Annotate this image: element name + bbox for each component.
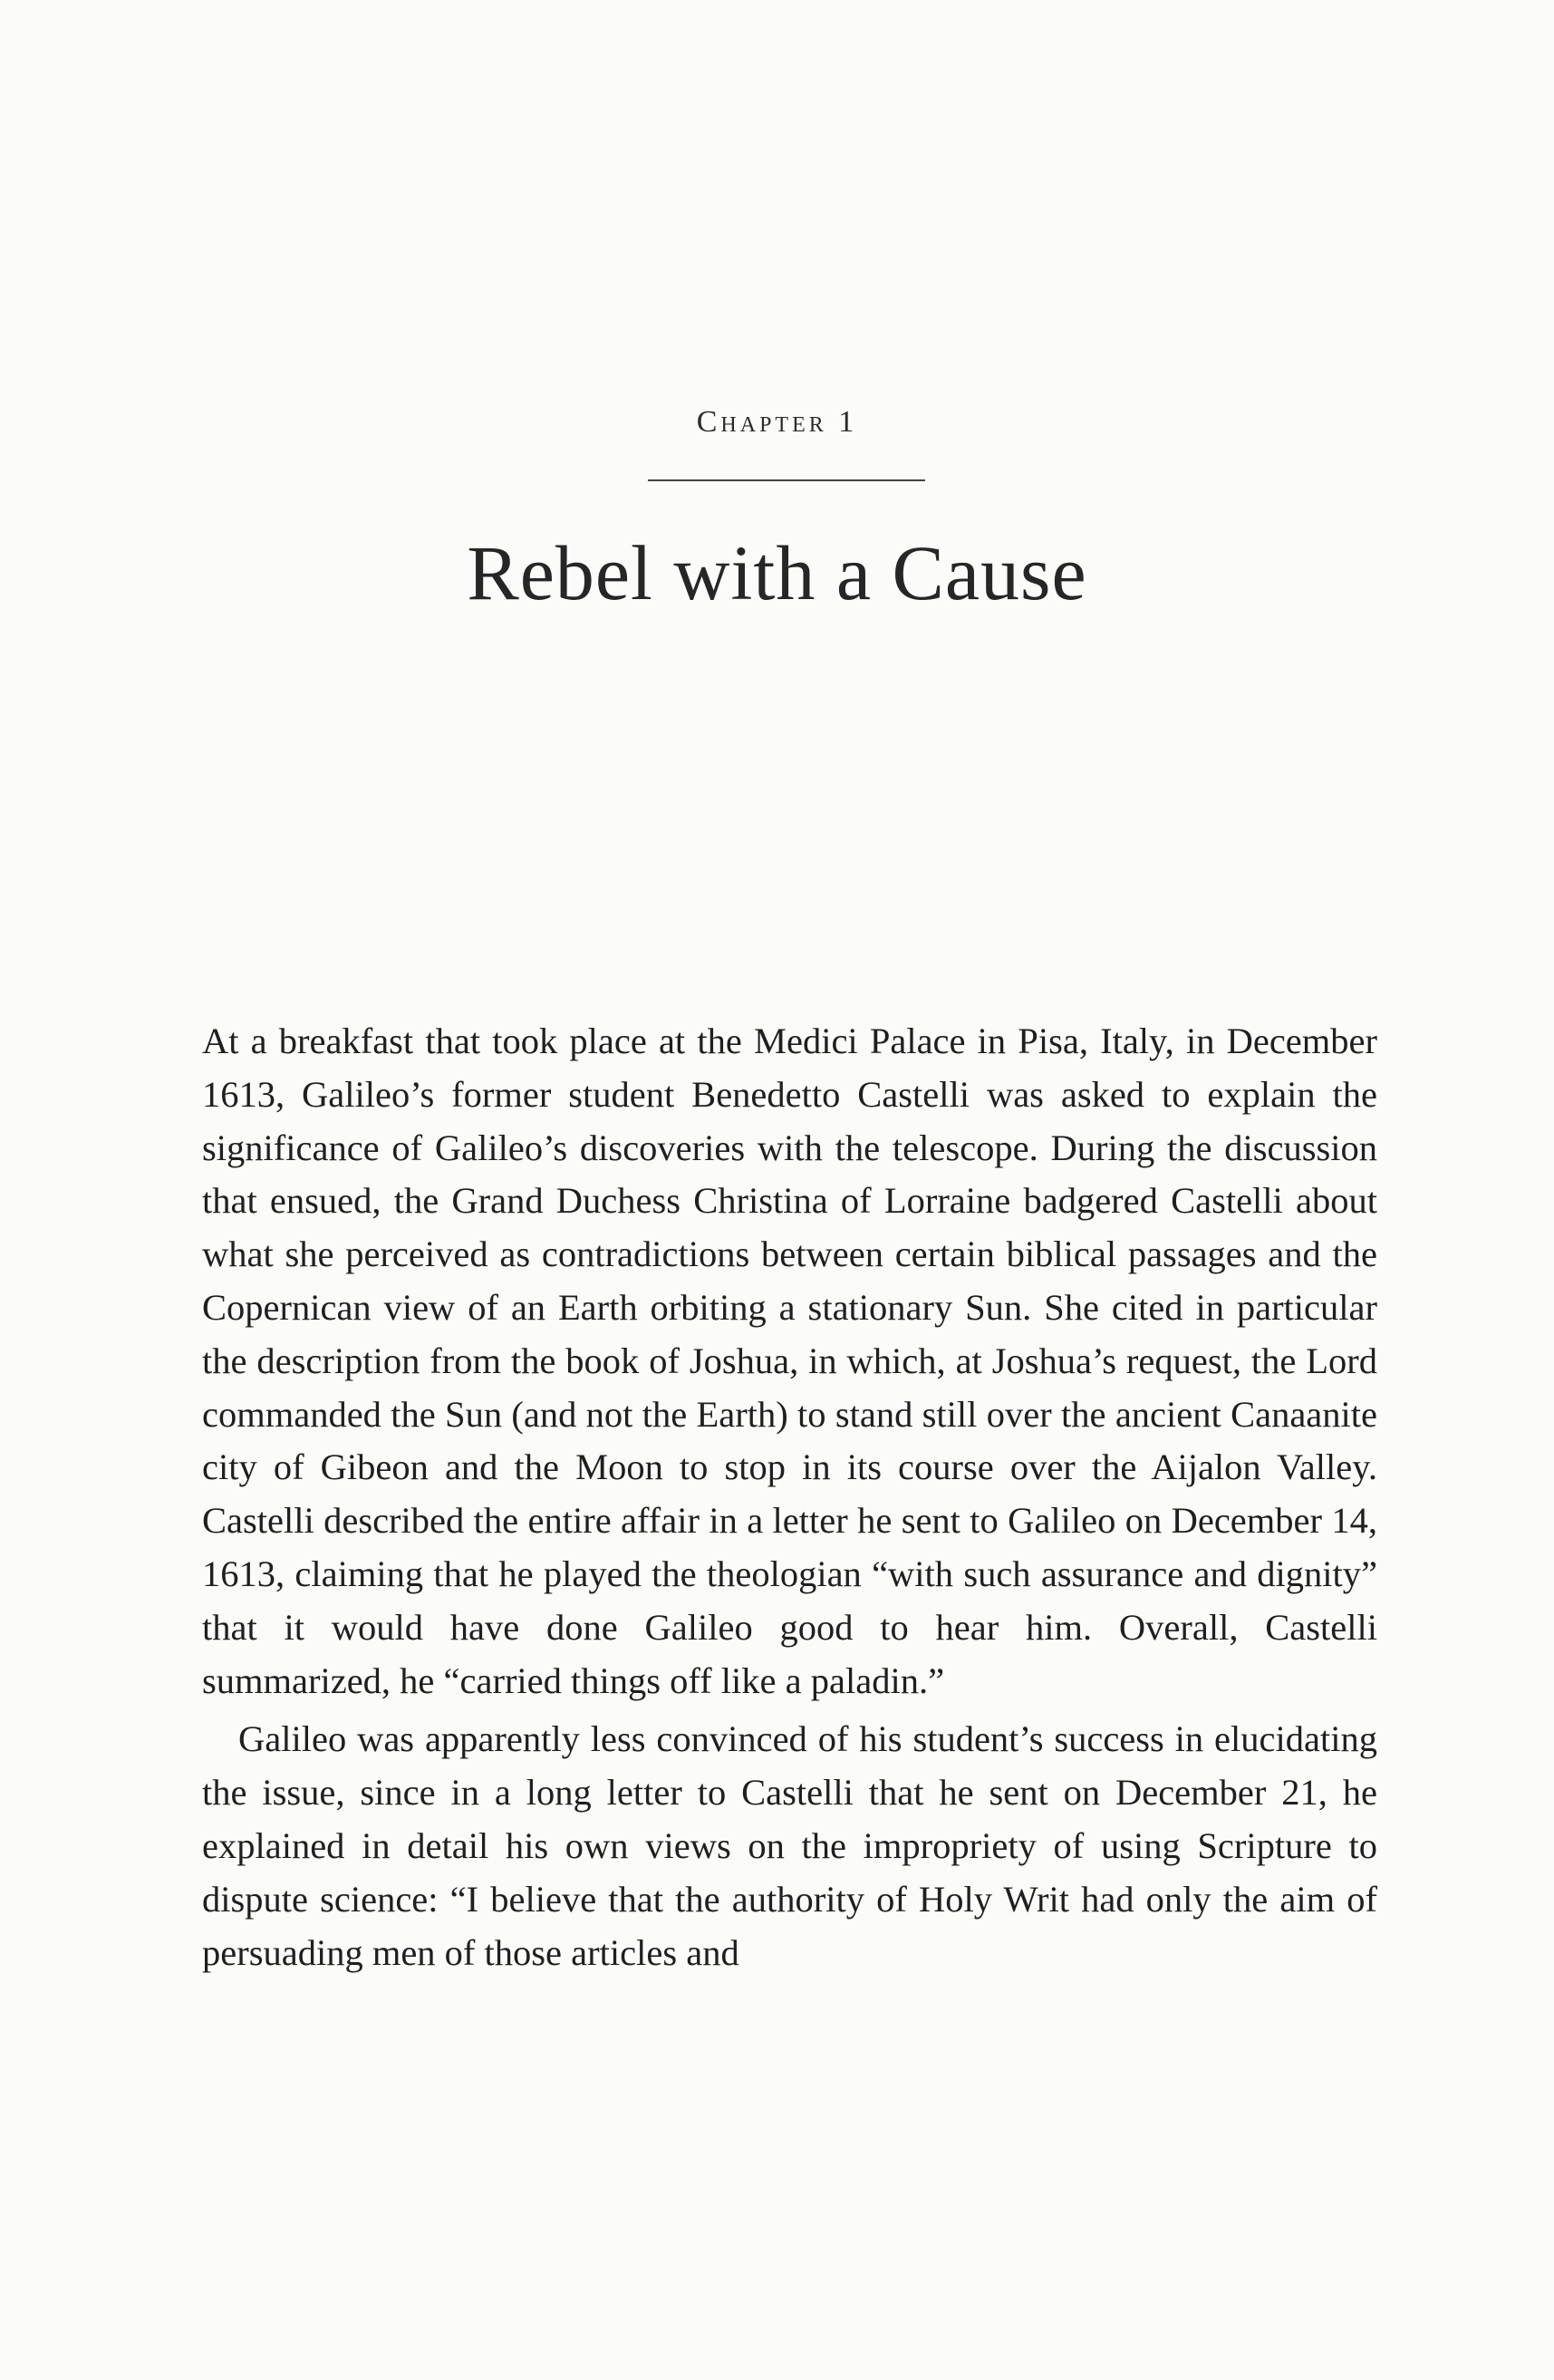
chapter-divider-rule — [648, 479, 925, 481]
paragraph: Galileo was apparently less convinced of his student’s success in elucidating the issue, since in a long letter to Castelli that he sent on December 21, he explained in detail his own views on the impropriety of using Scripture to dispute science: “I believe that the authority of Holy Writ had only the aim of persuading men of those articles and — [202, 1718, 1377, 1973]
chapter-title: Rebel with a Cause — [467, 529, 1087, 616]
chapter-body — [202, 1015, 1377, 1979]
chapter-number: Chapter 1 — [696, 405, 858, 439]
paragraph: At a breakfast that took place at the Medici Palace in Pisa, Italy, in December 1613, Galileo’s former student Benedetto Castelli was asked to explain the significance of Galileo’s discoveries with the telescope. During the discussion that ensued, the Grand Duchess Christina of Lorraine badgered Castelli about what she perceived as contradictions between certain biblical passages and the Copernican view of an Earth orbiting a stationary Sun. She cited in particular the description from the book of Joshua, in which, at Joshua’s request, the Lord commanded the Sun (and not the Earth) to stand still over the ancient Canaanite city of Gibeon and the Moon to stop in its course over the Aijalon Valley. Castelli described the entire affair in a letter he sent to Galileo on December 14, 1613, claiming that he played the theologian “with such assurance and dignity” that it would have done Galileo good to hear him. Overall, Castelli summarized, he “carried things off like a paladin.” — [202, 1021, 1377, 1701]
